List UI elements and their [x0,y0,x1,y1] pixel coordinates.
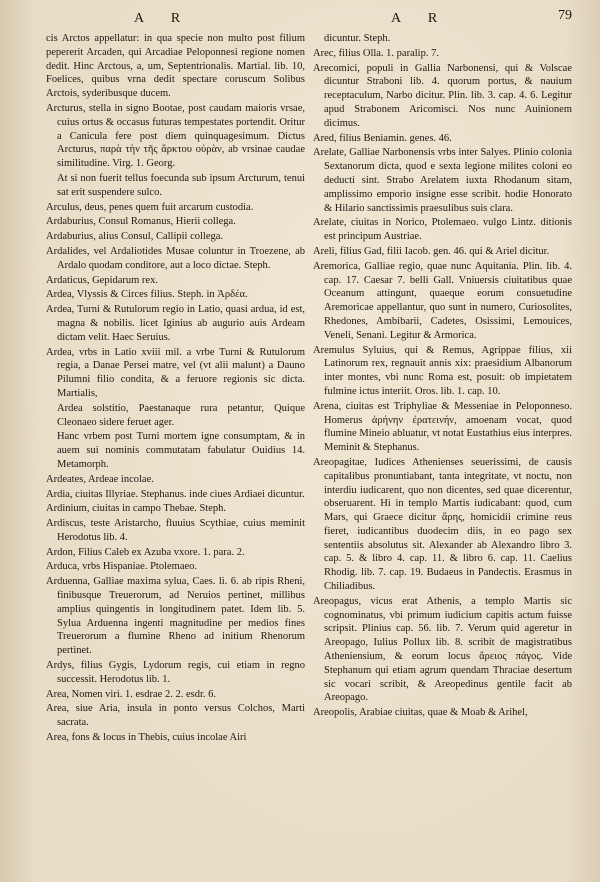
dictionary-entry: Ardiscus, teste Aristarcho, fluuius Scythiae, cuius meminit Herodotus lib. 4. [46,518,305,543]
dictionary-entry: Ared, filius Beniamin. genes. 46. [313,132,452,144]
dictionary-entry: Areli, filius Gad, filii Iacob. gen. 46. qui & Ariel dicitur. [313,245,550,257]
left-column [46,32,305,746]
dictionary-entry: Areopolis, Arabiae ciuitas, quae & Moab & Arihel, [313,707,528,719]
dictionary-entry: Ardys, filius Gygis, Lydorum regis, cui etiam in regno successit. Herodotus lib. 1. [46,660,305,685]
dictionary-entry: Areopagitae, Iudices Athenienses seuerissimi, de causis capitalibus pronuntiabant, tanta integritate, vt noctu, non interdiu iudicarent, quo non dicentes, sed quae dicerentur, obseruarent. Hi in templo Martis iudicabant: quod, cum Mars, qui Graece dicitur ἄρης, homicidii crimine reus fieret, iudicantibus duodecim diis, in eo pago sex sententiis absolutus sit. Alexander ab Alexandro libro 3. cap. 5. & libro 4. cap. 11. & libro 6. cap. 11. Caelius Rhodig. lib. 7. cap. 19. Budaeus in Pandectis. Erasmus in Chiliadibus. [313,456,572,593]
dictionary-entry: Ardeates, Ardeae incolae. [46,473,154,485]
dictionary-entry: Aremorica, Galliae regio, quae nunc Aquitania. Plin. lib. 4. cap. 17. Caesar 7. belli Gall. Vniuersis ciuitatibus quae Oceanum attingunt, quaeque eorum consuetudine Aremoricae appellantur, quo sunt in numero, Curiosolites, Rhedones, Ambibarii, Cadetes, Osissimi, Lemouices, Veneli, Senani. Legitur & Armorica. [313,260,572,341]
dictionary-entry: Arelate, ciuitas in Norico, Ptolemaeo. vulgo Lintz. ditionis est principum Austriae. [313,217,572,243]
dictionary-entry: Ardia, ciuitas Illyriae. Stephanus. inde ciues Ardiaei dicuntur. [46,488,305,500]
dictionary-entry: Arena, ciuitas est Triphyliae & Messeniae in Peloponneso. Homerus ἀρήνην ἐρατεινήν, amoenam vocat, quod flumine Mineio abluatur, vt notat Eustathius eius interpres. Meminit & Stephanus. [313,400,572,454]
page-number: 79 [558,8,572,23]
dictionary-entry: Arduca, vrbs Hispaniae. Ptolemaeo. [46,561,198,573]
dictionary-entry: Ardea, Turni & Rutulorum regio in Latio, quasi ardua, id est, magna & nobilis. licet Iginius ab augurio auis Ardeam dictam velit. Haec Seruius. [46,304,305,343]
dictionary-entry: Arec, filius Olla. 1. paralip. 7. [313,47,439,59]
dictionary-entry: cis Arctos appellatur: in qua specie non multo post filium pepererit Arcaden, qui Arcadiae Peloponnesi regione nomen dedit. Hinc Arctous, a, um, Septentrionalis. Martial. lib. 10, Foelices, quibus vrna dedit spectare coruscum Solibus Arctois, syderibusque ducem. [46,33,305,100]
dictionary-entry: Ardalides, vel Ardaliotides Musae coluntur in Troezene, ab Ardalo quodam conditore, aut a loco dictae. Steph. [46,245,305,271]
dictionary-entry: At si non fuerit tellus foecunda sub ipsum Arcturum, tenui sat erit suspendere sulco. [57,172,305,198]
dictionary-entry: Hanc vrbem post Turni mortem igne consumptam, & in auem sui nominis commutatam fabulatur Ouidius 14. Metamorph. [57,431,305,470]
dictionary-entry: Ardaburius, Consul Romanus, Hierii collega. [46,216,236,228]
dictionary-entry: Ardon, Filius Caleb ex Azuba vxore. 1. para. 2. [46,546,245,558]
dictionary-entry: Aremulus Syluius, qui & Remus, Agrippae filius, xii Latinorum rex, regnauit annis xix: praesidium Albanorum inter montes, vbi nunc Roma est, posuit: ob impietatem fulmine ictus interiit. Oros. lib. 1. cap. 10. [313,344,572,397]
right-column [313,32,572,746]
dictionary-entry: Ardea, Vlyssis & Circes filius. Steph. in Ἀρδέα. [46,289,248,301]
dictionary-entry: Ardea, vrbs in Latio xviii mil. a vrbe Turni & Rutulorum regia, a Danae Persei matre, vel (vt alii malunt) a Dauno Pilumni filio condita, & a feruore regionis sic dicta. Martialis, [46,346,305,399]
dictionary-entry: Arelate, Galliae Narbonensis vrbs inter Salyes. Plinio colonia Sextanorum dicta, quod e sexta legione milites coloni eo deducti sint. Strabo Arelatem iuxta Rhodanum sitam, amplissimo emporio insigne esse scribit. hodie Honorato & Hilario sanctissimis praesulibus suis clara. [313,147,572,214]
dictionary-entry: Arecomici, populi in Gallia Narbonensi, qui & Volscae dicuntur Straboni lib. 4. quorum portus, & nauium receptaculum, Narbo dicitur. Plin. lib. 3. cap. 4. 6. Legitur apud Strabonem Aricomisci. Nos nunc Auinionem dicimus. [313,62,572,129]
dictionary-entry: Areopagus, vicus erat Athenis, a templo Martis sic cognominatus, vbi primum iudicium capitis actum fuisse scripsit. Plinius cap. 56. lib. 7. Verum quid ageretur in Areopago, Iulius Pollux lib. 8. scribit de magistratibus Atheniensium, & eorum locus ἄρειος πάγος. Vide Stephanum qui etiam agrum quendam Thraciae desertum sic vocari scribit, & Areopedinus gentile facit ab Areopago. [313,595,572,704]
running-head-right: A R [391,11,450,26]
text-columns [46,32,572,746]
dictionary-entry: Area, Nomen viri. 1. esdrae 2. 2. esdr. 6. [46,688,216,700]
running-head [46,8,572,32]
dictionary-entry: Ardaburius, alius Consul, Callipii collega. [46,231,224,243]
dictionary-entry: Ardinium, ciuitas in campo Thebae. Steph. [46,503,227,515]
dictionary-entry: Ardea solstitio, Paestanaque rura petantur, Quique Cleonaeo sidere feruet ager. [57,402,305,428]
dictionary-entry: Area, fons & locus in Thebis, cuius incolae Airi [46,732,247,744]
dictionary-entry: dicuntur. Steph. [324,33,391,44]
dictionary-entry: Area, siue Aria, insula in ponto versus Colchos, Marti sacrata. [46,703,305,729]
running-head-left: A R [134,11,193,26]
dictionary-entry: Arduenna, Galliae maxima sylua, Caes. li. 6. ab ripis Rheni, finibusque Treuerorum, ad Neruios pertinet, millibus amplius quingentis in longitudinem patet. Idem lib. 5. Sylua Arduenna ingenti magnitudine per medios fines Treuerorum a flumine Rheno ad initium Rhenorum pertinet. [46,576,305,657]
dictionary-entry: Arculus, deus, penes quem fuit arcarum custodia. [46,201,254,213]
dictionary-entry: Ardaticus, Gepidarum rex. [46,274,158,286]
dictionary-entry: Arcturus, stella in signo Bootae, post caudam maioris vrsae, cuius ortus & occasus futuras tempestates portendit. Oritur a Canicula fere post diem quinquagesimum. Dictus Arcturus, παρὰ τὴν τῆς ἄρκτου οὐρὰν, ab vrsinae caudae similitudine. Virg. 1. Georg. [46,102,305,170]
